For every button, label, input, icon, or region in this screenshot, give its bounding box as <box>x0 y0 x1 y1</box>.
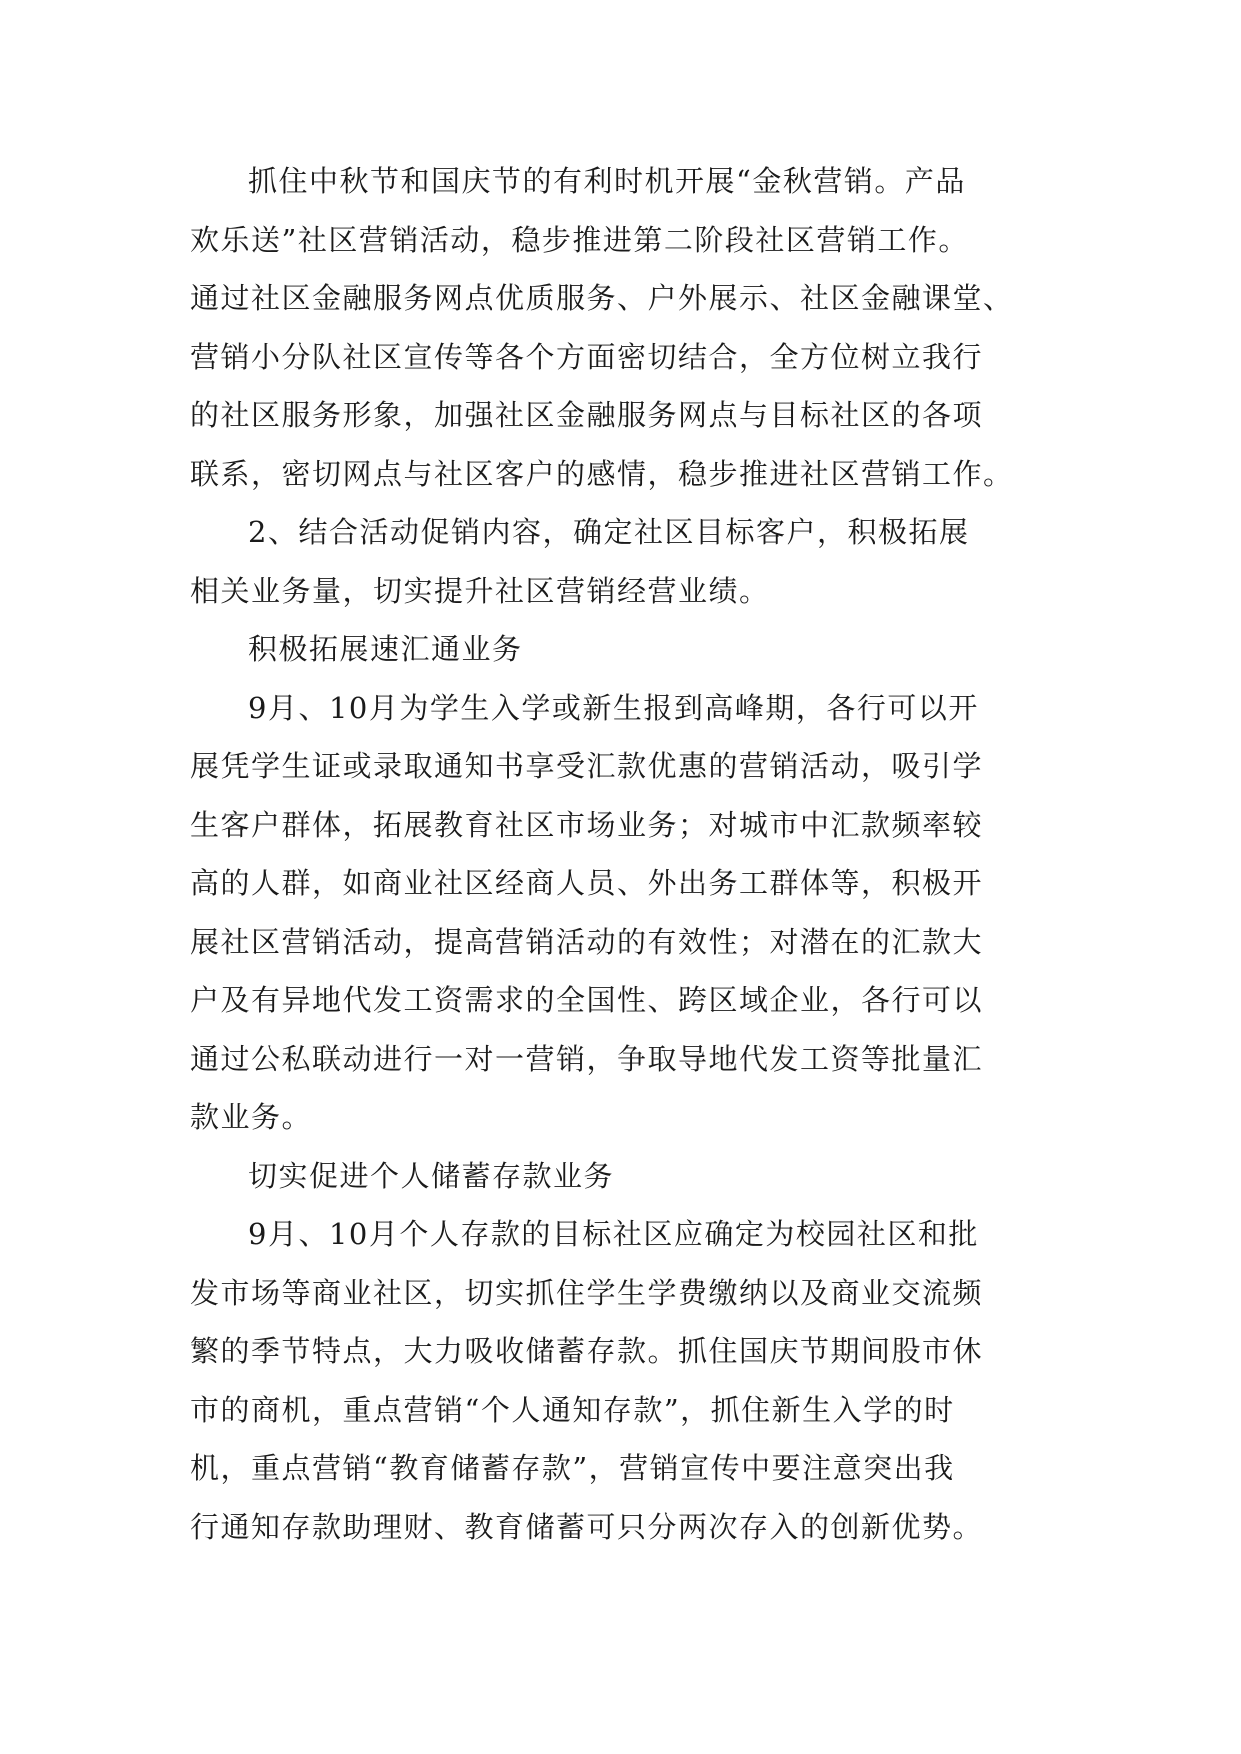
text-line: 欢乐送”社区营销活动，稳步推进第二阶段社区营销工作。 <box>190 222 969 257</box>
text-line: 生客户群体，拓展教育社区市场业务；对城市中汇款频率较 <box>190 807 984 842</box>
text-line: 联系，密切网点与社区客户的感情，稳步推进社区营销工作。 <box>190 456 1014 491</box>
text-line: 抓住中秋节和国庆节的有利时机开展“金秋营销。产品 <box>248 164 966 198</box>
text-line: 展凭学生证或录取通知书享受汇款优惠的营销活动，吸引学 <box>190 749 984 783</box>
text-line: 行通知存款助理财、教育储蓄可只分两次存入的创新优势。 <box>190 1509 984 1544</box>
text-line: 户及有异地代发工资需求的全国性、跨区域企业，各行可以 <box>190 983 984 1017</box>
text-line: 通过社区金融服务网点优质服务、户外展示、社区金融课堂、 <box>190 281 1014 315</box>
document-body <box>190 152 1055 1556</box>
text-line: 9月、10月个人存款的目标社区应确定为校园社区和批 <box>248 1217 979 1251</box>
text-line: 9月、10月为学生入学或新生报到高峰期，各行可以开 <box>248 690 979 725</box>
text-line: 相关业务量，切实提升社区营销经营业绩。 <box>190 573 770 608</box>
text-line: 繁的季节特点，大力吸收储蓄存款。抓住国庆节期间股市休 <box>190 1334 984 1368</box>
text-line: 营销小分队社区宣传等各个方面密切结合，全方位树立我行 <box>190 339 984 374</box>
text-line: 通过公私联动进行一对一营销，争取导地代发工资等批量汇 <box>190 1041 984 1076</box>
text-line: 的社区服务形象，加强社区金融服务网点与目标社区的各项 <box>190 398 984 432</box>
text-line: 积极拓展速汇通业务 <box>248 632 523 666</box>
text-line: 2、结合活动促销内容，确定社区目标客户，积极拓展 <box>248 515 970 549</box>
text-line: 展社区营销活动，提高营销活动的有效性；对潜在的汇款大 <box>190 924 984 959</box>
text-line: 切实促进个人储蓄存款业务 <box>248 1158 615 1193</box>
text-line: 机，重点营销“教育储蓄存款”，营销宣传中要注意突出我 <box>190 1451 955 1485</box>
text-line: 款业务。 <box>190 1100 313 1134</box>
text-line: 市的商机，重点营销“个人通知存款”，抓住新生入学的时 <box>190 1392 955 1427</box>
text-line: 发市场等商业社区，切实抓住学生学费缴纳以及商业交流频 <box>190 1275 984 1310</box>
text-line: 高的人群，如商业社区经商人员、外出务工群体等，积极开 <box>190 866 984 900</box>
